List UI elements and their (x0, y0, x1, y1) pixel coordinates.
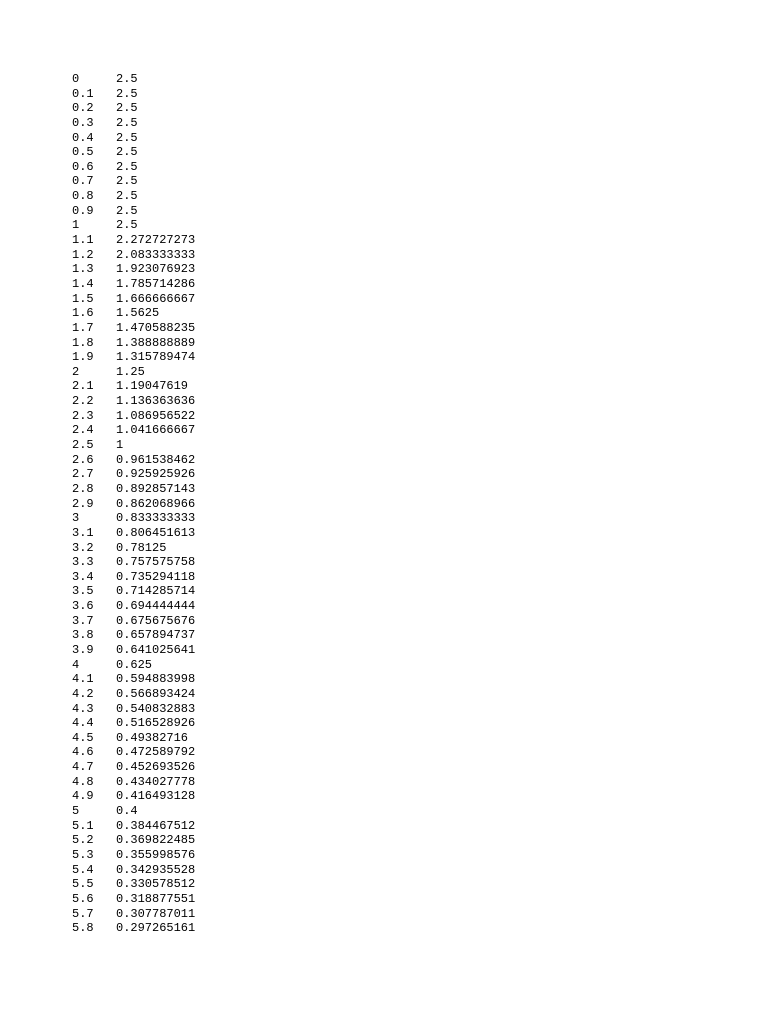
table-row (72, 248, 316, 263)
x-value-cell: 2.4 (72, 423, 94, 438)
x-value-cell: 3.1 (72, 525, 94, 540)
y-value-cell: 0.49382716 (116, 730, 189, 745)
table-row (72, 570, 316, 585)
x-value-cell: 3 (72, 511, 80, 526)
y-value-cell: 0.4 (116, 804, 138, 819)
y-value-cell: 0.540832883 (116, 701, 196, 716)
table-row (72, 306, 316, 321)
y-value-cell: 1.388888889 (116, 335, 196, 350)
x-value-cell: 0 (72, 72, 80, 86)
table-row (72, 541, 316, 556)
table-row (72, 555, 316, 570)
y-value-cell: 2.5 (116, 130, 138, 145)
table-row (72, 775, 316, 790)
y-value-cell: 1 (116, 438, 124, 453)
x-value-cell: 0.3 (72, 115, 94, 130)
x-value-cell: 0.7 (72, 174, 94, 189)
y-value-cell: 0.452693526 (116, 760, 196, 775)
table-row (72, 131, 316, 146)
y-value-cell: 2.5 (116, 72, 138, 86)
table-row (72, 731, 316, 746)
x-value-cell: 1.5 (72, 291, 94, 306)
y-value-cell: 0.806451613 (116, 525, 196, 540)
y-value-cell: 2.5 (116, 218, 138, 233)
y-value-cell: 0.78125 (116, 540, 167, 555)
x-value-cell: 4.9 (72, 789, 94, 804)
table-row (72, 174, 316, 189)
y-value-cell: 0.416493128 (116, 789, 196, 804)
y-value-cell: 0.641025641 (116, 642, 196, 657)
y-value-cell: 2.5 (116, 189, 138, 204)
x-value-cell: 3.6 (72, 599, 94, 614)
table-row (72, 218, 316, 233)
table-row (72, 292, 316, 307)
x-value-cell: 1.2 (72, 247, 94, 262)
x-value-cell: 2.1 (72, 379, 94, 394)
y-value-cell: 2.083333333 (116, 247, 196, 262)
y-value-cell: 0.892857143 (116, 481, 196, 496)
y-value-cell: 1.041666667 (116, 423, 196, 438)
table-row (72, 863, 316, 878)
table-row (72, 804, 316, 819)
x-value-cell: 2.3 (72, 408, 94, 423)
y-value-cell: 2.5 (116, 115, 138, 130)
x-value-cell: 3.9 (72, 642, 94, 657)
x-value-cell: 0.1 (72, 86, 94, 101)
table-row (72, 101, 316, 116)
table-row (72, 365, 316, 380)
x-value-cell: 4.6 (72, 745, 94, 760)
table-row (72, 702, 316, 717)
x-value-cell: 2.7 (72, 467, 94, 482)
y-value-cell: 1.470588235 (116, 320, 196, 335)
x-value-cell: 1.6 (72, 306, 94, 321)
y-value-cell: 1.136363636 (116, 394, 196, 409)
table-row (72, 819, 316, 834)
table-row (72, 877, 316, 892)
x-value-cell: 2 (72, 364, 80, 379)
x-value-cell: 1.9 (72, 350, 94, 365)
x-value-cell: 5.2 (72, 833, 94, 848)
x-value-cell: 0.4 (72, 130, 94, 145)
table-row (72, 467, 316, 482)
x-value-cell: 0.2 (72, 101, 94, 116)
y-value-cell: 0.318877551 (116, 891, 196, 906)
x-value-cell: 1.8 (72, 335, 94, 350)
table-row (72, 277, 316, 292)
x-value-cell: 4.5 (72, 730, 94, 745)
x-value-cell: 4.2 (72, 686, 94, 701)
x-value-cell: 0.6 (72, 159, 94, 174)
x-value-cell: 2.6 (72, 452, 94, 467)
table-row (72, 789, 316, 804)
table-row (72, 336, 316, 351)
y-value-cell: 0.307787011 (116, 906, 196, 921)
y-value-cell: 1.315789474 (116, 350, 196, 365)
table-row (72, 72, 316, 87)
x-value-cell: 2.9 (72, 496, 94, 511)
table-row (72, 658, 316, 673)
table-row (72, 145, 316, 160)
y-value-cell: 0.369822485 (116, 833, 196, 848)
y-value-cell: 2.5 (116, 145, 138, 160)
x-value-cell: 5.3 (72, 847, 94, 862)
y-value-cell: 0.925925926 (116, 467, 196, 482)
table-row (72, 189, 316, 204)
y-value-cell: 0.862068966 (116, 496, 196, 511)
x-value-cell: 1.7 (72, 320, 94, 335)
y-value-cell: 1.19047619 (116, 379, 189, 394)
x-value-cell: 4 (72, 657, 80, 672)
x-value-cell: 0.9 (72, 203, 94, 218)
table-row (72, 233, 316, 248)
x-value-cell: 3.5 (72, 584, 94, 599)
x-value-cell: 3.2 (72, 540, 94, 555)
table-row (72, 87, 316, 102)
y-value-cell: 0.297265161 (116, 921, 196, 936)
x-value-cell: 5 (72, 804, 80, 819)
table-row (72, 423, 316, 438)
table-row (72, 482, 316, 497)
x-value-cell: 5.6 (72, 891, 94, 906)
y-value-cell: 0.961538462 (116, 452, 196, 467)
table-row (72, 409, 316, 424)
table-row (72, 497, 316, 512)
table-row (72, 614, 316, 629)
table-row (72, 892, 316, 907)
x-value-cell: 1.3 (72, 262, 94, 277)
x-value-cell: 2.2 (72, 394, 94, 409)
table-row (72, 511, 316, 526)
x-value-cell: 1.4 (72, 276, 94, 291)
table-row (72, 745, 316, 760)
y-value-cell: 0.342935528 (116, 862, 196, 877)
x-value-cell: 0.5 (72, 145, 94, 160)
x-value-cell: 5.8 (72, 921, 94, 936)
table-row (72, 394, 316, 409)
table-row (72, 262, 316, 277)
y-value-cell: 0.675675676 (116, 613, 196, 628)
x-value-cell: 3.3 (72, 555, 94, 570)
y-value-cell: 0.833333333 (116, 511, 196, 526)
x-value-cell: 5.7 (72, 906, 94, 921)
table-row (72, 453, 316, 468)
y-value-cell: 0.694444444 (116, 599, 196, 614)
table-row (72, 921, 316, 936)
y-value-cell: 0.594883998 (116, 672, 196, 687)
x-value-cell: 3.7 (72, 613, 94, 628)
y-value-cell: 1.086956522 (116, 408, 196, 423)
x-value-cell: 2.5 (72, 438, 94, 453)
x-value-cell: 1 (72, 218, 80, 233)
y-value-cell: 2.5 (116, 174, 138, 189)
table-row (72, 716, 316, 731)
table-row (72, 599, 316, 614)
table-row (72, 907, 316, 922)
x-value-cell: 5.5 (72, 877, 94, 892)
data-table (72, 72, 316, 936)
table-row (72, 204, 316, 219)
x-value-cell: 5.4 (72, 862, 94, 877)
y-value-cell: 2.5 (116, 203, 138, 218)
table-row (72, 379, 316, 394)
x-value-cell: 4.8 (72, 774, 94, 789)
y-value-cell: 0.757575758 (116, 555, 196, 570)
table-row (72, 643, 316, 658)
y-value-cell: 2.5 (116, 86, 138, 101)
table-row (72, 350, 316, 365)
x-value-cell: 1.1 (72, 233, 94, 248)
table-row (72, 672, 316, 687)
table-row (72, 116, 316, 131)
y-value-cell: 0.625 (116, 657, 153, 672)
x-value-cell: 4.3 (72, 701, 94, 716)
y-value-cell: 1.25 (116, 364, 145, 379)
x-value-cell: 3.8 (72, 628, 94, 643)
y-value-cell: 0.472589792 (116, 745, 196, 760)
table-row (72, 438, 316, 453)
table-row (72, 833, 316, 848)
y-value-cell: 2.5 (116, 101, 138, 116)
table-row (72, 321, 316, 336)
y-value-cell: 2.272727273 (116, 233, 196, 248)
y-value-cell: 0.434027778 (116, 774, 196, 789)
table-row (72, 687, 316, 702)
y-value-cell: 1.5625 (116, 306, 160, 321)
y-value-cell: 0.735294118 (116, 569, 196, 584)
x-value-cell: 4.7 (72, 760, 94, 775)
table-row (72, 160, 316, 175)
y-value-cell: 0.516528926 (116, 716, 196, 731)
y-value-cell: 0.384467512 (116, 818, 196, 833)
y-value-cell: 0.714285714 (116, 584, 196, 599)
y-value-cell: 1.785714286 (116, 276, 196, 291)
table-row (72, 526, 316, 541)
y-value-cell: 0.566893424 (116, 686, 196, 701)
x-value-cell: 4.1 (72, 672, 94, 687)
y-value-cell: 0.657894737 (116, 628, 196, 643)
table-row (72, 584, 316, 599)
table-row (72, 848, 316, 863)
y-value-cell: 2.5 (116, 159, 138, 174)
y-value-cell: 1.923076923 (116, 262, 196, 277)
table-row (72, 628, 316, 643)
x-value-cell: 3.4 (72, 569, 94, 584)
x-value-cell: 2.8 (72, 481, 94, 496)
x-value-cell: 5.1 (72, 818, 94, 833)
y-value-cell: 1.666666667 (116, 291, 196, 306)
y-value-cell: 0.330578512 (116, 877, 196, 892)
x-value-cell: 0.8 (72, 189, 94, 204)
x-value-cell: 4.4 (72, 716, 94, 731)
y-value-cell: 0.355998576 (116, 847, 196, 862)
table-row (72, 760, 316, 775)
